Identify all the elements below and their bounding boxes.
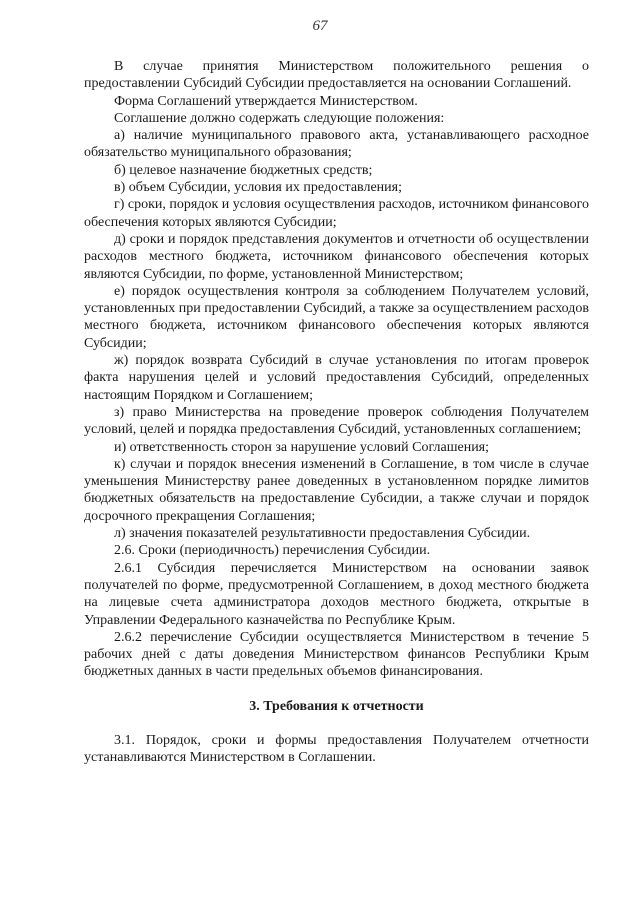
clause-2-6-2: 2.6.2 перечисление Субсидии осуществляется Министерством в течение 5 рабочих дней с даты доведения Министерством финансов Республики Крым бюджетных данных в части предельных объемов финансирования. (84, 629, 589, 680)
document-body (84, 58, 589, 767)
clause-3-1: 3.1. Порядок, сроки и формы предоставления Получателем отчетности устанавливаются Министерством в Соглашении. (84, 732, 589, 766)
clause-2-6-1: 2.6.1 Субсидия перечисляется Министерством на основании заявок получателей по форме, предусмотренной Соглашением, в доход местного бюджета на лицевые счета администратора доходов местного бюджета, открытые в Управлении Федерального казначейства по Республике Крым. (84, 560, 589, 628)
list-item-a: а) наличие муниципального правового акта, устанавливающего расходное обязательство муниципального образования; (84, 128, 589, 161)
list-item-i: и) ответственность сторон за нарушение условий Соглашения; (114, 439, 490, 455)
paragraph: В случае принятия Министерством положительного решения о предоставлении Субсидий Субсидии предоставляется на основании Соглашений. (84, 59, 589, 92)
list-item-d: д) сроки и порядок представления документов и отчетности об осуществлении расходов местного бюджета, источником финансового обеспечения которых являются Субсидии, по форме, установленной Министерством; (84, 231, 589, 282)
list-item-e: е) порядок осуществления контроля за соблюдением Получателем условий, установленных при предоставлении Субсидий, а также за осуществлением расходов местного бюджета, источником финансового обеспечения которых являются Субсидии; (84, 283, 590, 351)
list-item-zh: ж) порядок возврата Субсидий в случае установления по итогам проверок факта нарушения целей и условий предоставления Субсидий, определенных настоящим Порядком и Соглашением; (84, 353, 589, 403)
section-heading: 3. Требования к отчетности (249, 698, 424, 714)
list-item-v: в) объем Субсидии, условия их предоставления; (114, 180, 402, 196)
list-item-k: к) случаи и порядок внесения изменений в Соглашение, в том числе в случае уменьшения Министерству ранее доведенных в установленном порядке лимитов бюджетных обязательств на предоставление Субсидии, а также случаи и порядок досрочного прекращения Соглашения; (84, 456, 589, 524)
paragraph: Форма Соглашений утверждается Министерством. (114, 93, 418, 109)
list-item-b: б) целевое назначение бюджетных средств; (114, 162, 373, 178)
list-item-g: г) сроки, порядок и условия осуществления расходов, источником финансового обеспечения которых являются Субсидии; (84, 197, 590, 230)
list-item-z: з) право Министерства на проведение проверок соблюдения Получателем условий, целей и порядка предоставления Субсидий, установленных соглашением; (84, 404, 589, 438)
clause-2-6: 2.6. Сроки (периодичность) перечисления Субсидии. (114, 543, 431, 559)
list-item-l: л) значения показателей результативности предоставления Субсидии. (114, 526, 531, 542)
page-number: 67 (312, 18, 328, 34)
paragraph: Соглашение должно содержать следующие положения: (114, 110, 445, 126)
